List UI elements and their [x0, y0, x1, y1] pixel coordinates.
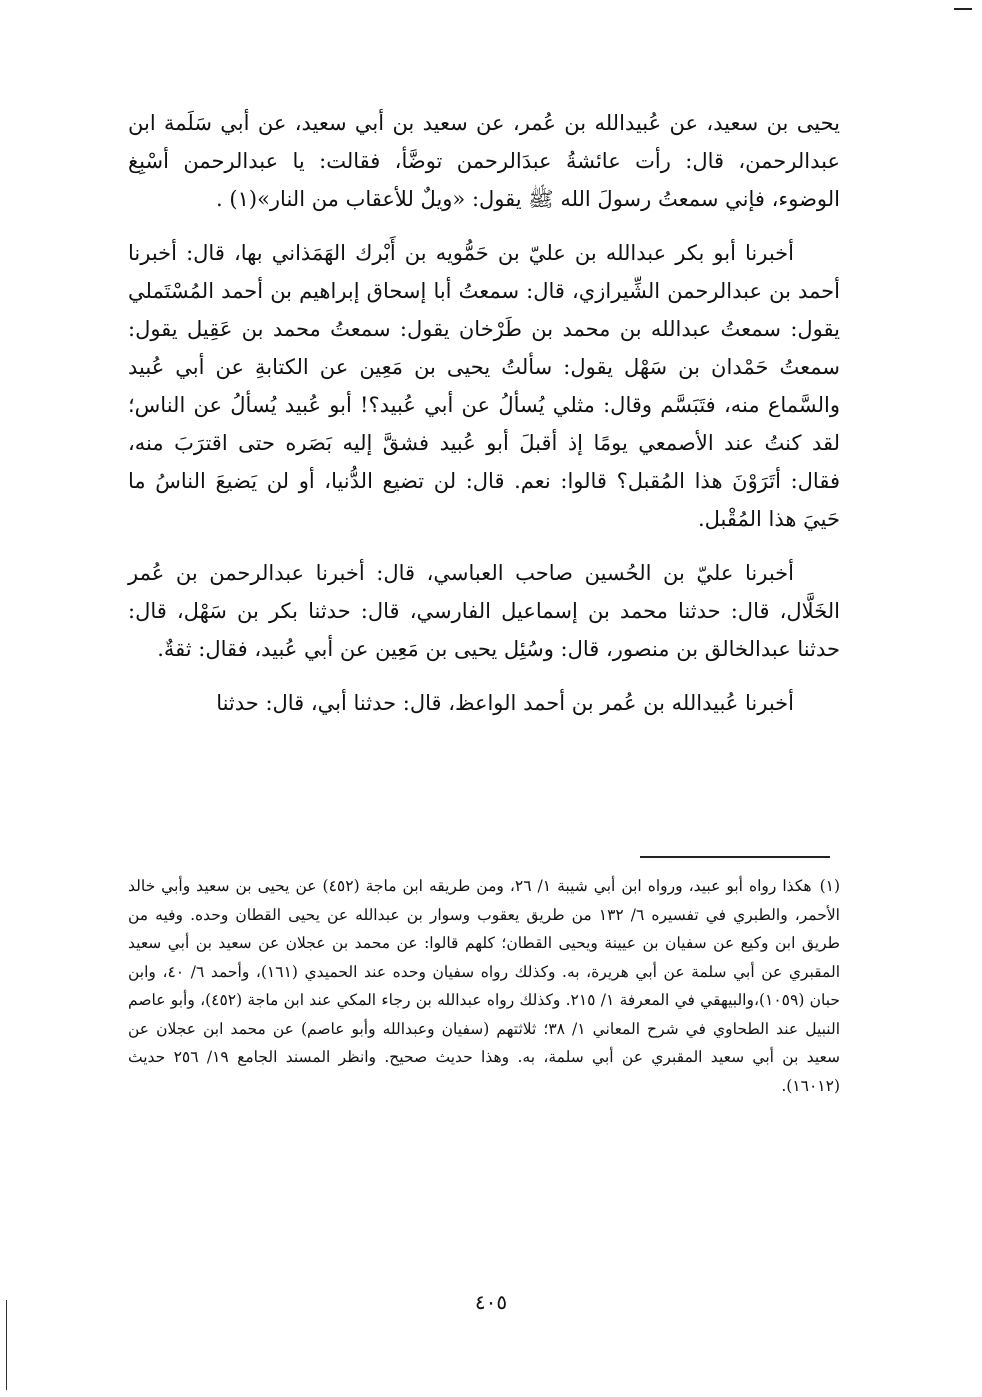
page-edge-mark [954, 8, 972, 10]
paragraph-3: أخبرنا عليّ بن الحُسين صاحب العباسي، قال: أخبرنا عبدالرحمن بن عُمر الخَلَّال، قال: حدثنا محمد بن إسماعيل الفارسي، قال: حدثنا بكر بن سَهْل، قال: حدثنا عبدالخالق بن منصور، قال: وسُئِل يحيى بن مَعِين عن أبي عُبيد، فقال: ثقةٌ. [128, 561, 840, 661]
footnote-1 [128, 872, 840, 1100]
footnote-number: (١) [819, 877, 841, 895]
paragraph-2: أخبرنا أبو بكر عبدالله بن عليّ بن حَمُّويه بن أَبْرك الهَمَذاني بها، قال: أخبرنا أحمد بن عبدالرحمن الشِّيرازي، قال: سمعتُ أبا إسحاق إبراهيم بن أحمد المُسْتَملي يقول: سمعتُ عبدالله بن محمد بن طَرْخان يقول: سمعتُ محمد بن عَقِيل يقول: سمعتُ حَمْدان بن سَهْل يقول: سألتُ يحيى بن مَعِين عن الكتابةِ عن أبي عُبيد والسَّماع منه، فتَبَسَّم وقال: مثلي يُسألُ عن أبي عُبيد؟! أبو عُبيد يُسألُ عن الناس؛ لقد كنتُ عند الأصمعي يومًا إذ أقبلَ أبو عُبيد فشقَّ إليه بَصَره حتى اقترَبَ منه، فقال: أتَرَوْنَ هذا المُقبل؟ قالوا: نعم. قال: لن تضيع الدُّنيا، أو لن يَضيعَ الناسُ ما حَييَ هذا المُقْبل. [128, 241, 840, 531]
footnote-separator [640, 856, 830, 858]
main-text [128, 104, 840, 738]
page-number: ٤٠٥ [474, 1290, 508, 1314]
paragraph-4: أخبرنا عُبيدالله بن عُمر بن أحمد الواعظ، قال: حدثنا أبي، قال: حدثنا [216, 691, 794, 715]
footnotes [128, 872, 840, 1100]
footnote-text: هكذا رواه أبو عبيد، ورواه ابن أبي شيبة ١/ ٢٦، ومن طريقه ابن ماجة (٤٥٢) عن يحيى بن سعيد وأبي خالد الأحمر، والطبري في تفسيره ٦/ ١٣٢ من طريق يعقوب وسوار بن عبدالله عن يحيى القطان وحده. وفيه من طريق ابن وكيع عن سفيان بن عيينة ويحيى القطان؛ كلهم قالوا: عن محمد بن عجلان عن سعيد بن أبي سعيد المقبري عن أبي سلمة عن أبي هريرة، به. وكذلك رواه سفيان وحده عند الحميدي (١٦١)، وأحمد ٦/ ٤٠، وابن حبان (١٠٥٩)،والبيهقي في المعرفة ١/ ٢١٥. وكذلك رواه عبدالله بن رجاء المكي عند ابن ماجة (٤٥٢)، وأبو عاصم النبيل عند الطحاوي في شرح المعاني ١/ ٣٨؛ ثلاثتهم (سفيان وعبدالله وأبو عاصم) عن محمد ابن عجلان عن سعيد بن أبي سعيد المقبري عن أبي سلمة، به. وهذا حديث صحيح. وانظر المسند الجامع ١٩/ ٢٥٦ حديث (١٦٠١٢). [128, 877, 841, 1095]
paragraph-1: يحيى بن سعيد، عن عُبيدالله بن عُمر، عن سعيد بن أبي سعيد، عن أبي سَلَمة ابن عبدالرحمن، قال: رأت عائشةُ عبدَالرحمن توضَّأ، فقالت: يا عبدالرحمن أسْبِغ الوضوء، فإني سمعتُ رسولَ الله ﷺ يقول: «ويلٌ للأعقاب من النار»(١) . [128, 111, 840, 211]
